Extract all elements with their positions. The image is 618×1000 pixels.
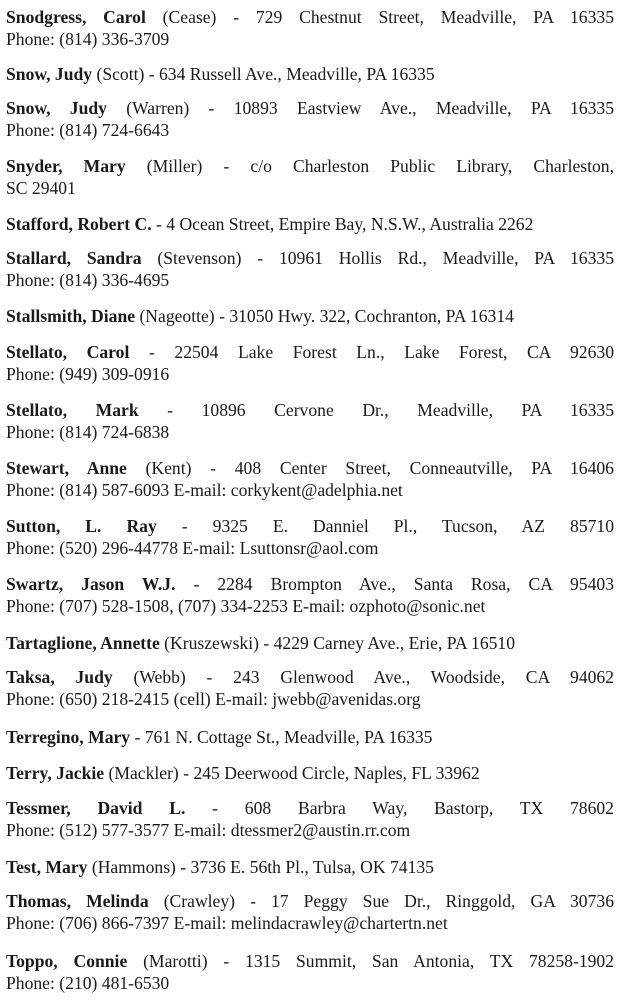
entry-thomas-melinda [6, 890, 614, 934]
entry-line-1 [6, 63, 614, 85]
entry-snyder-mary [6, 155, 614, 199]
entry-name: Terry, Jackie [6, 763, 105, 783]
entry-name: Snow, Judy [6, 64, 93, 84]
entry-line-1 [6, 573, 614, 595]
entry-name: Sutton, L. Ray [6, 516, 157, 536]
entry-line-1 [6, 213, 614, 235]
entry-name: Stellato, Mark [6, 400, 139, 420]
entry-name: Terregino, Mary [6, 727, 131, 747]
entry-line-1 [6, 399, 614, 421]
entry-details: - 761 N. Cottage St., Meadville, PA 16335 [130, 727, 433, 747]
entry-stellato-mark [6, 399, 614, 443]
entry-details: - 10896 Cervone Dr., Meadville, PA 16335 [138, 400, 614, 420]
entry-name: Stewart, Anne [6, 458, 127, 478]
entry-tartaglione-annette [6, 632, 614, 654]
entry-terregino-mary [6, 726, 614, 748]
entry-phone: Phone: (706) 866-7397 E-mail: melindacrawley@chartertn.net [6, 913, 448, 933]
entry-line-1 [6, 890, 614, 912]
entry-phone: Phone: (949) 309-0916 [6, 364, 170, 384]
entry-line-1 [6, 666, 614, 688]
entry-line-1 [6, 305, 614, 327]
entry-name: Stafford, Robert C. [6, 214, 152, 234]
entry-name: Snyder, Mary [6, 156, 126, 176]
entry-details: - 2284 Brompton Ave., Santa Rosa, CA 95403 [175, 574, 614, 594]
entry-name: Snodgress, Carol [6, 7, 146, 27]
entry-line-1 [6, 341, 614, 363]
entry-name: Stellato, Carol [6, 342, 130, 362]
entry-details: - 4 Ocean Street, Empire Bay, N.S.W., Australia 2262 [151, 214, 534, 234]
entry-details: (Mackler) - 245 Deerwood Circle, Naples, FL 33962 [104, 763, 480, 783]
entry-terry-jackie [6, 762, 614, 784]
entry-phone: Phone: (814) 336-4695 [6, 270, 170, 290]
entry-line-2: SC 29401 [6, 178, 76, 198]
entry-details: (Webb) - 243 Glenwood Ave., Woodside, CA 94062 [112, 667, 615, 687]
entry-phone: Phone: (512) 577-3577 E-mail: dtessmer2@austin.rr.com [6, 820, 411, 840]
entry-details: - 9325 E. Danniel Pl., Tucson, AZ 85710 [156, 516, 615, 536]
entry-details: (Stevenson) - 10961 Hollis Rd., Meadville, PA 16335 [141, 248, 614, 268]
entry-details: (Nageotte) - 31050 Hwy. 322, Cochranton, PA 16314 [135, 306, 514, 326]
entry-line-1 [6, 726, 614, 748]
entry-name: Taksa, Judy [6, 667, 113, 687]
entry-name: Stallard, Sandra [6, 248, 142, 268]
entry-details: (Kruszewski) - 4229 Carney Ave., Erie, PA 16510 [159, 633, 516, 653]
entry-line-1 [6, 797, 614, 819]
entry-name: Stallsmith, Diane [6, 306, 136, 326]
entry-line-1 [6, 762, 614, 784]
entry-line-1 [6, 632, 614, 654]
entry-phone: Phone: (650) 218-2415 (cell) E-mail: jwebb@avenidas.org [6, 689, 421, 709]
entry-phone: Phone: (814) 724-6838 [6, 422, 170, 442]
entry-tessmer-david [6, 797, 614, 841]
entry-details: (Cease) - 729 Chestnut Street, Meadville, PA 16335 [145, 7, 614, 27]
entry-snow-judy-warren [6, 97, 614, 141]
entry-phone: Phone: (707) 528-1508, (707) 334-2253 E-mail: ozphoto@sonic.net [6, 596, 486, 616]
entry-line-1 [6, 155, 614, 177]
entry-phone: Phone: (210) 481-6530 [6, 973, 170, 993]
entry-stallard-sandra [6, 247, 614, 291]
entry-name: Thomas, Melinda [6, 891, 149, 911]
entry-name: Tartaglione, Annette [6, 633, 160, 653]
entry-phone: Phone: (814) 336-3709 [6, 29, 170, 49]
entry-details: - 22504 Lake Forest Ln., Lake Forest, CA 92630 [129, 342, 614, 362]
entry-line-1 [6, 457, 614, 479]
entry-phone: Phone: (814) 724-6643 [6, 120, 170, 140]
entry-details: (Warren) - 10893 Eastview Ave., Meadville, PA 16335 [106, 98, 615, 118]
entry-line-1 [6, 6, 614, 28]
entry-phone: Phone: (520) 296-44778 E-mail: Lsuttonsr@aol.com [6, 538, 379, 558]
entry-snow-judy-scott [6, 63, 614, 85]
entry-details: (Miller) - c/o Charleston Public Library, Charleston, [125, 156, 614, 176]
entry-stewart-anne [6, 457, 614, 501]
entry-line-1 [6, 247, 614, 269]
entry-swartz-jason [6, 573, 614, 617]
entry-name: Tessmer, David L. [6, 798, 186, 818]
entry-line-1 [6, 515, 614, 537]
entry-taksa-judy [6, 666, 614, 710]
entry-details: (Marotti) - 1315 Summit, San Antonia, TX 78258-1902 [127, 951, 615, 971]
entry-stallsmith-diane [6, 305, 614, 327]
entry-phone: Phone: (814) 587-6093 E-mail: corkykent@adelphia.net [6, 480, 403, 500]
entry-details: (Kent) - 408 Center Street, Conneautville, PA 16406 [126, 458, 614, 478]
entry-sutton-l-ray [6, 515, 614, 559]
entry-name: Toppo, Connie [6, 951, 128, 971]
entry-line-1 [6, 950, 614, 972]
entry-name: Swartz, Jason W.J. [6, 574, 176, 594]
entry-details: - 608 Barbra Way, Bastorp, TX 78602 [185, 798, 614, 818]
entry-line-1 [6, 856, 614, 878]
entry-name: Test, Mary [6, 857, 88, 877]
entry-stellato-carol [6, 341, 614, 385]
entry-toppo-connie [6, 950, 614, 994]
entry-stafford-robert [6, 213, 614, 235]
entry-details: (Crawley) - 17 Peggy Sue Dr., Ringgold, GA 30736 [148, 891, 614, 911]
entry-details: (Hammons) - 3736 E. 56th Pl., Tulsa, OK 74135 [87, 857, 434, 877]
entry-snodgress-carol [6, 6, 614, 50]
entry-name: Snow, Judy [6, 98, 107, 118]
entry-line-1 [6, 97, 614, 119]
entry-details: (Scott) - 634 Russell Ave., Meadville, PA 16335 [92, 64, 435, 84]
entry-test-mary [6, 856, 614, 878]
